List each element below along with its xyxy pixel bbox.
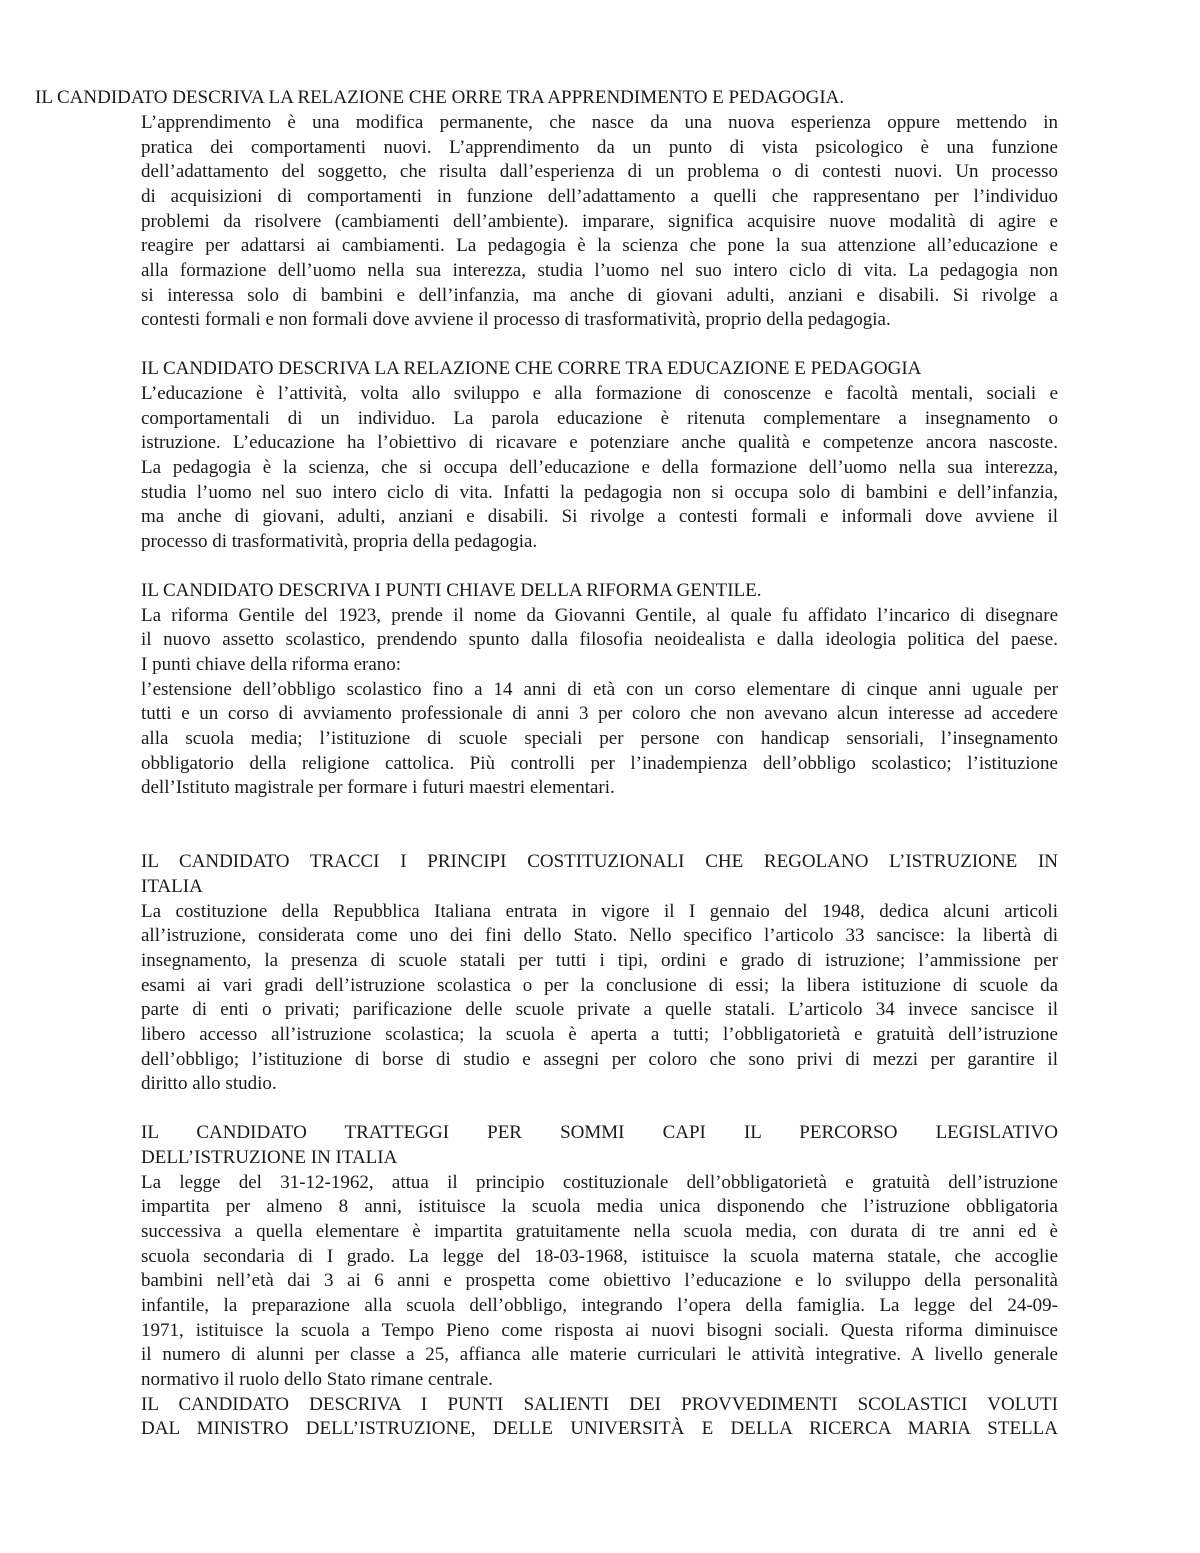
- text-line: diritto allo studio.: [141, 1073, 277, 1094]
- text-line: comportamentali di un individuo. La parola educazione è ritenuta complementare a insegnamento o: [141, 408, 1058, 429]
- text-line: processo di trasformatività, propria della pedagogia.: [141, 531, 538, 552]
- text-line: infantile, la preparazione alla scuola dell’obbligo, integrando l’opera della famiglia. La legge del 24-09-: [141, 1295, 1058, 1316]
- text-line: tutti e un corso di avviamento professionale di anni 3 per coloro che non avevano alcun interesse ad accedere: [141, 703, 1058, 724]
- text-line: l’estensione dell’obbligo scolastico fino a 14 anni di età con un corso elementare di cinque anni uguale per: [141, 679, 1058, 700]
- text-line: pratica dei comportamenti nuovi. L’apprendimento da un punto di vista psicologico è una funzione: [141, 137, 1058, 158]
- text-line: il numero di alunni per classe a 25, affianca alle materie curriculari le attività integrative. A livello generale: [141, 1344, 1058, 1365]
- text-line: La legge del 31-12-1962, attua il principio costituzionale dell’obbligatorietà e gratuità dell’istruzione: [141, 1172, 1058, 1193]
- text-line: obbligatorio della religione cattolica. Più controlli per l’inadempienza dell’obbligo scolastico; l’istituzione: [141, 753, 1058, 774]
- section-heading: IL CANDIDATO TRATTEGGI PER SOMMI CAPI IL PERCORSO LEGISLATIVO: [141, 1122, 1058, 1143]
- text-line: L’apprendimento è una modifica permanente, che nasce da una nuova esperienza oppure mettendo in: [141, 112, 1058, 133]
- text-line: problemi da risolvere (cambiamenti dell’ambiente). imparare, significa acquisire nuove modalità di agire e: [141, 211, 1058, 232]
- section-heading: IL CANDIDATO TRACCI I PRINCIPI COSTITUZIONALI CHE REGOLANO L’ISTRUZIONE IN: [141, 851, 1058, 872]
- text-line: di acquisizioni di comportamenti in funzione dell’adattamento a quelli che rappresentano per l’individuo: [141, 186, 1058, 207]
- text-line: bambini nell’età dai 3 ai 6 anni e prospetta come obiettivo l’educazione e lo sviluppo della personalità: [141, 1270, 1058, 1291]
- text-line: dell’adattamento del soggetto, che risulta dall’esperienza di un problema o di contesti nuovi. Un processo: [141, 161, 1058, 182]
- text-line: reagire per adattarsi ai cambiamenti. La pedagogia è la scienza che pone la sua attenzione all’educazione e: [141, 235, 1058, 256]
- section-heading: IL CANDIDATO DESCRIVA LA RELAZIONE CHE ORRE TRA APPRENDIMENTO E PEDAGOGIA.: [35, 87, 845, 108]
- text-line: 1971, istituisce la scuola a Tempo Pieno come risposta ai nuovi bisogni sociali. Questa riforma diminuisce: [141, 1320, 1058, 1341]
- text-line: La pedagogia è la scienza, che si occupa dell’educazione e della formazione dell’uomo nella sua interezza,: [141, 457, 1058, 478]
- text-line: libero accesso all’istruzione scolastica; la scuola è aperta a tutti; l’obbligatorietà e gratuità dell’istruzione: [141, 1024, 1058, 1045]
- text-line: contesti formali e non formali dove avviene il processo di trasformatività, proprio della pedagogia.: [141, 309, 891, 330]
- text-line: dell’Istituto magistrale per formare i futuri maestri elementari.: [141, 777, 615, 798]
- text-line: dell’obbligo; l’istituzione di borse di studio e assegni per coloro che sono privi di mezzi per garantire il: [141, 1049, 1058, 1070]
- section-heading: IL CANDIDATO DESCRIVA I PUNTI SALIENTI DEI PROVVEDIMENTI SCOLASTICI VOLUTI: [141, 1394, 1058, 1415]
- section-heading: ITALIA: [141, 876, 203, 897]
- text-line: normativo il ruolo dello Stato rimane centrale.: [141, 1369, 493, 1390]
- text-line: La costituzione della Repubblica Italiana entrata in vigore il I gennaio del 1948, dedica alcuni articoli: [141, 901, 1058, 922]
- text-line: alla scuola media; l’istituzione di scuole speciali per persone con handicap sensoriali, l’insegnamento: [141, 728, 1058, 749]
- section-heading: DELL’ISTRUZIONE IN ITALIA: [141, 1147, 398, 1168]
- section-heading: DAL MINISTRO DELL’ISTRUZIONE, DELLE UNIVERSITÀ E DELLA RICERCA MARIA STELLA: [141, 1418, 1058, 1439]
- text-line: successiva a quella elementare è impartita gratuitamente nella scuola media, con durata di tre anni ed è: [141, 1221, 1058, 1242]
- text-line: all’istruzione, considerata come uno dei fini dello Stato. Nello specifico l’articolo 33 sancisce: la libertà di: [141, 925, 1058, 946]
- text-line: si interessa solo di bambini e dell’infanzia, ma anche di giovani adulti, anziani e disabili. Si rivolge a: [141, 285, 1058, 306]
- text-line: I punti chiave della riforma erano:: [141, 654, 402, 675]
- text-line: scuola secondaria di I grado. La legge del 18-03-1968, istituisce la scuola materna statale, che accoglie: [141, 1246, 1058, 1267]
- text-line: L’educazione è l’attività, volta allo sviluppo e alla formazione di conoscenze e facoltà mentali, sociali e: [141, 383, 1058, 404]
- text-line: istruzione. L’educazione ha l’obiettivo di ricavare e potenziare anche qualità e competenze ancora nascoste.: [141, 432, 1058, 453]
- text-line: studia l’uomo nel suo intero ciclo di vita. Infatti la pedagogia non si occupa solo di bambini e dell’infanzia,: [141, 482, 1058, 503]
- text-line: alla formazione dell’uomo nella sua interezza, studia l’uomo nel suo intero ciclo di vita. La pedagogia non: [141, 260, 1058, 281]
- text-line: impartita per almeno 8 anni, istituisce la scuola media unica disponendo che l’istruzione obbligatoria: [141, 1196, 1058, 1217]
- text-line: esami ai vari gradi dell’istruzione scolastica o per la conclusione di essi; la libera istituzione di scuole da: [141, 975, 1058, 996]
- text-line: il nuovo assetto scolastico, prendendo spunto dalla filosofia neoidealista e dalla ideologia politica del paese.: [141, 629, 1058, 650]
- text-line: La riforma Gentile del 1923, prende il nome da Giovanni Gentile, al quale fu affidato l’incarico di disegnare: [141, 605, 1058, 626]
- text-line: insegnamento, la presenza di scuole statali per tutti i tipi, ordini e grado di istruzione; l’ammissione per: [141, 950, 1058, 971]
- text-line: ma anche di giovani, adulti, anziani e disabili. Si rivolge a contesti formali e informali dove avviene il: [141, 506, 1058, 527]
- text-line: parte di enti o privati; parificazione delle scuole private a quelle statali. L’articolo 34 invece sancisce il: [141, 999, 1058, 1020]
- section-heading: IL CANDIDATO DESCRIVA I PUNTI CHIAVE DELLA RIFORMA GENTILE.: [141, 580, 762, 601]
- section-heading: IL CANDIDATO DESCRIVA LA RELAZIONE CHE CORRE TRA EDUCAZIONE E PEDAGOGIA: [141, 358, 922, 379]
